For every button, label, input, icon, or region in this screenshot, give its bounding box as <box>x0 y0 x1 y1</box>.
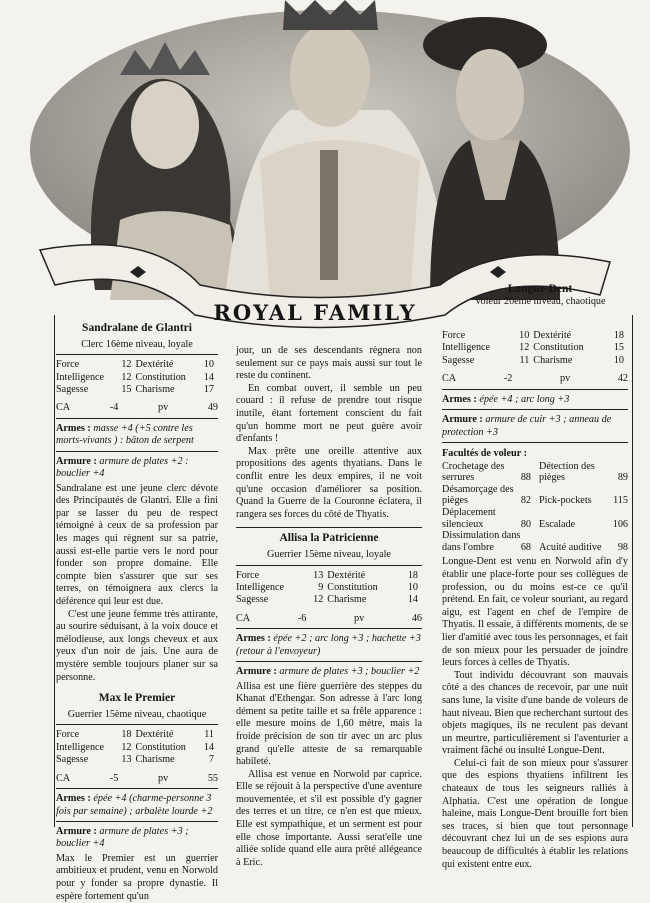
ca-label: CA <box>236 612 251 624</box>
divider <box>442 409 628 410</box>
longue-dent-stats <box>442 330 628 367</box>
column-3 <box>442 330 628 871</box>
allisa-stats <box>236 570 422 607</box>
divider <box>56 354 218 355</box>
divider <box>56 788 218 789</box>
stat-value: 15 <box>121 384 132 395</box>
sandralane-armes <box>56 423 218 448</box>
allisa-text-2: Allisa est venue en Norwold par caprice. Elle se réjouit à la perspective d'une aventure mouvementée, et s'il est possible d'y gagner des terres et un titre, ce n'en est que mieux. Elle est sympathique, et un serment est pour elle chose importante. Aussi serat'elle une alliée solide quand elle aura prêté allégeance à Eric. <box>236 768 422 868</box>
stat-label: Sagesse <box>236 594 269 606</box>
stat-value: 10 <box>203 359 214 371</box>
divider <box>236 565 422 566</box>
stat-value: 10 <box>407 581 418 593</box>
pv-label: pv <box>157 402 169 414</box>
sandralane-text-2: C'est une jeune femme très attirante, au sourire séduisant, à la voix douce et mélodieuse, aux longs cheveux et aux yeux d'un noir de jais. Une aura de mystère semble toujours planer sur sa personne. <box>56 608 218 683</box>
skill-row <box>442 484 531 507</box>
pv-label: pv <box>157 772 169 784</box>
stat-value: 18 <box>407 569 418 581</box>
max-text-1: Max le Premier est un guerrier ambitieux et prudent, venu en Norwold pour y fonder sa propre dynastie. Il espère fortement qu'un <box>56 852 218 902</box>
stat-label: Charisme <box>533 354 573 366</box>
pv-value: 46 <box>411 612 422 624</box>
ca-value: -4 <box>109 402 119 414</box>
left-border <box>54 315 55 827</box>
armes-label: Armes : <box>56 423 91 434</box>
armes-value: épée +2 ; arc long +3 ; hachette +3 (retour à l'envoyeur) <box>236 633 421 657</box>
longue-dent-text-1: Longue-Dent est venu en Norwold afin d'y établir une place-forte pour ses collègues de profession, ou du moins est-ce ce qu'il prétend. En fait, ce voleur souriant, au regard aigu, est l'agent en chef de l'empire de Thyatis. Il essaie, à différents moments, de se lier d'amitié avec tous les personnages, et fait de son mieux pour les persuader de joindre leurs forces à celles de Thyatis. <box>442 556 628 669</box>
skill-row <box>442 507 531 530</box>
stat-value: 13 <box>121 754 132 766</box>
longue-dent-armes <box>442 394 628 406</box>
divider <box>56 451 218 452</box>
skill-value: 68 <box>520 541 531 553</box>
longue-dent-class: Voleur 20ème niveau, chaotique <box>474 296 606 307</box>
stat-label: Force <box>56 729 80 741</box>
armes-label: Armes : <box>56 793 91 805</box>
skill-row <box>442 461 531 484</box>
skill-value: 82 <box>520 495 531 507</box>
stat-value: 18 <box>121 729 132 741</box>
longue-dent-text-3: Celui-ci fait de son mieux pour s'assurer que des espions thyatiens infiltrent les chateaux de tous les seigneurs ralliés à Alphatia. C'est une opération de longue haleine, mais Longue-Dent brouille fort bien ses traces, si bien que tout personnage découvrant chez lui un de ses espions aura beaucoup de difficultés à établir les relations qui existent entre eux. <box>442 757 628 870</box>
max-text-3: En combat ouvert, il semble un peu couard : il refuse de prendre tout risque inutile, étant fortement conscient du fait qu'un homme mort ne peut guère avoir d'enfants ! <box>236 382 422 445</box>
armes-value: épée +4 ; arc long +3 <box>479 393 570 405</box>
stat-label: Charisme <box>135 384 175 395</box>
allisa-class: Guerrier 15ème niveau, loyale <box>267 548 391 560</box>
thief-skills <box>442 461 628 554</box>
sandralane-stats <box>56 359 218 396</box>
skill-value: 98 <box>617 541 628 553</box>
divider <box>56 821 218 822</box>
sandralane-armure <box>56 456 218 481</box>
armure-value: armure de plates +3 ; bouclier +4 <box>56 825 189 850</box>
stat-value: 11 <box>519 354 530 366</box>
stat-label: Dextérité <box>135 729 174 741</box>
stat-label: Constitution <box>533 342 584 354</box>
pv-value: 55 <box>207 772 218 784</box>
stat-label: Sagesse <box>442 354 475 366</box>
armure-label: Armure : <box>442 414 483 426</box>
stat-value: 12 <box>519 342 530 354</box>
stat-label: Force <box>442 330 466 341</box>
armes-value: épée +4 (charme-personne 3 fois par semaine) ; arbalète lourde +2 <box>56 793 213 817</box>
pv-value: 49 <box>207 402 218 414</box>
armure-label: Armure : <box>56 825 97 837</box>
allisa-text-1: Allisa est une fière guerrière des steppes du Khanat d'Ethengar. Son adresse à l'arc long dément sa petite taille et sa frêle apparence : elle mesure moins de 1,60 mètre, mais la froide précision de son tir avec un arc plus grand qu'elle atteste de sa remarquable habileté. <box>236 680 422 768</box>
stat-label: Constitution <box>327 581 378 593</box>
stat-label: Force <box>236 569 260 581</box>
ca-label: CA <box>442 373 457 385</box>
skill-row <box>539 484 628 507</box>
pv-value: 42 <box>617 373 628 385</box>
longue-dent-ca-row <box>442 373 628 386</box>
ca-value: -6 <box>297 612 307 624</box>
max-stats <box>56 729 218 766</box>
stat-value: 12 <box>121 359 132 371</box>
max-name: Max le Premier <box>98 692 176 705</box>
skill-name: Pick-pockets <box>539 495 592 507</box>
divider <box>236 661 422 662</box>
sandralane-name: Sandralane de Glantri <box>82 322 192 334</box>
column-1 <box>56 318 218 903</box>
stat-label: Intelligence <box>56 741 105 753</box>
ca-label: CA <box>56 772 71 784</box>
banner-title: ROYAL FAMILY <box>213 300 417 325</box>
divider <box>236 527 422 528</box>
skill-name: Désamorçage des pièges <box>442 483 514 507</box>
allisa-armure <box>236 666 422 678</box>
stat-label: Intelligence <box>56 371 105 383</box>
skill-name: Déplacement silencieux <box>442 507 496 530</box>
stat-label: Dextérité <box>533 330 572 341</box>
stat-label: Charisme <box>135 754 175 766</box>
longue-dent-name: Longue-Dent <box>507 283 573 295</box>
skill-value: 106 <box>612 518 628 530</box>
stat-label: Dextérité <box>327 569 366 581</box>
skill-value: 115 <box>613 495 628 507</box>
stat-value: 12 <box>313 594 324 606</box>
skills-title: Facultés de voleur : <box>442 448 527 460</box>
divider <box>56 724 218 725</box>
armure-label: Armure : <box>236 666 277 678</box>
divider <box>442 389 628 390</box>
armure-value: armure de plates +3 ; bouclier +2 <box>279 666 420 678</box>
armure-value: armure de cuir +3 ; anneau de protection +3 <box>442 414 612 438</box>
max-text-2: jour, un de ses descendants règnera non seulement sur ce pays mais aussi sur tout le reste du continent. <box>236 345 422 382</box>
allisa-ca-row <box>236 613 422 626</box>
stat-label: Intelligence <box>236 581 285 593</box>
right-border <box>632 315 633 827</box>
ca-value: -2 <box>503 373 513 385</box>
stat-label: Charisme <box>327 594 367 606</box>
stat-value: 14 <box>203 741 214 753</box>
stat-label: Sagesse <box>56 384 89 395</box>
stat-label: Constitution <box>135 741 186 753</box>
stat-value: 14 <box>203 371 214 383</box>
skill-name: Dissimulation dans dans l'ombre <box>442 530 521 553</box>
stat-value: 10 <box>519 330 530 341</box>
stat-value: 12 <box>121 741 132 753</box>
skill-row <box>442 530 531 553</box>
skill-name: Crochetage des serrures <box>442 460 505 484</box>
sandralane-text-1: Sandralane est une jeune clerc dévote des Principautés de Glantri. Elle a fini par se lasser du peu de respect témoigné à ceux de sa profession par les mages qui règnent sur sa patrie, aussi est-elle partie vers le nord pour fonder son propre domaine. Elle compte bien s'assurer que sur ses terres, on témoignera aux clercs la déférence qui leur est due. <box>56 482 218 607</box>
column-2 <box>236 345 422 869</box>
max-armure <box>56 826 218 851</box>
skill-row <box>539 461 628 484</box>
stat-value: 18 <box>613 330 624 341</box>
divider <box>56 418 218 419</box>
stat-value: 17 <box>203 384 214 395</box>
skill-value: 88 <box>520 472 531 484</box>
ca-value: -5 <box>109 772 119 784</box>
max-ca-row <box>56 773 218 786</box>
stat-label: Constitution <box>135 371 186 383</box>
stat-value: 14 <box>407 594 418 606</box>
stat-label: Dextérité <box>135 359 174 371</box>
armure-label: Armure : <box>56 455 97 467</box>
divider <box>442 442 628 443</box>
stat-value: 12 <box>121 371 132 383</box>
armes-label: Armes : <box>236 633 271 645</box>
armes-value: masse +4 (+5 contre les morts-vivants ) : bâton de serpent <box>56 423 194 447</box>
stat-label: Sagesse <box>56 754 89 766</box>
skill-row <box>539 530 628 553</box>
stat-value: 11 <box>204 729 214 741</box>
stat-value: 10 <box>613 354 624 366</box>
skill-name: Détection des pièges <box>539 460 595 484</box>
skill-row <box>539 507 628 530</box>
skill-value: 80 <box>520 518 531 530</box>
allisa-armes <box>236 633 422 658</box>
stat-value: 9 <box>318 581 324 593</box>
skill-value: 89 <box>617 472 628 484</box>
armure-value: armure de plates +2 : bouclier +4 <box>56 455 189 480</box>
divider <box>236 628 422 629</box>
pv-label: pv <box>559 373 571 385</box>
ca-label: CA <box>56 402 71 414</box>
stat-label: Intelligence <box>442 342 491 354</box>
longue-dent-armure <box>442 414 628 439</box>
stat-label: Force <box>56 359 80 371</box>
sandralane-class: Clerc 16ème niveau, loyale <box>81 338 193 350</box>
max-armes <box>56 793 218 818</box>
allisa-name: Allisa la Patricienne <box>279 532 379 545</box>
stat-value: 15 <box>613 342 624 354</box>
max-class: Guerrier 15ème niveau, chaotique <box>67 708 207 720</box>
armes-label: Armes : <box>442 393 477 405</box>
sandralane-ca-row <box>56 402 218 415</box>
longue-dent-text-2: Tout individu découvrant son mauvais côté a des chances de recevoir, par une nuit sans lune, la visite d'une bande de voleurs de haut niveau. Bien que recherchant surtout des objets magiques, ils ne reculent pas devant un meurtre, particulièrement si l'aventurier a vraiment fâché ou insulté Longue-Dent. <box>442 669 628 757</box>
stat-value: 13 <box>313 569 324 581</box>
max-text-4: Max prête une oreille attentive aux propositions des agents thyatians. Dans le conflit entre les deux empires, il ne voit qu'une occasion d'améliorer sa position. Quand la Guerre de la Couronne éclatera, il rangera ses forces du côté de Thyatis. <box>236 445 422 520</box>
skill-name: Escalade <box>539 518 576 530</box>
skill-name: Acuité auditive <box>539 541 602 553</box>
stat-value: 7 <box>208 754 214 766</box>
pv-label: pv <box>353 612 365 624</box>
